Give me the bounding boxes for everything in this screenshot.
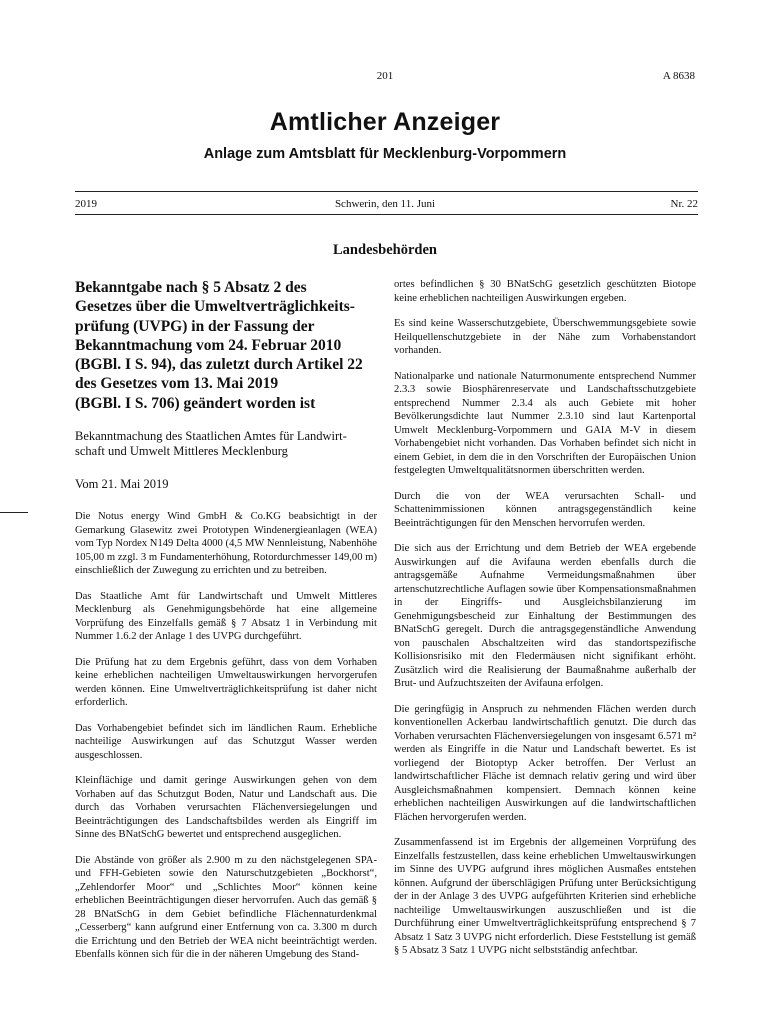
body-paragraph: Durch die von der WEA verursachten Schall- und Schattenimmissionen können antragsgegenständlich keine Beeinträchtigungen für den Menschen hervorrufen werden.: [394, 490, 696, 529]
article-heading: [75, 278, 377, 413]
publication-subtitle: Anlage zum Amtsblatt für Mecklenburg-Vorpommern: [203, 146, 567, 162]
body-paragraph: Die geringfügig in Anspruch zu nehmenden Flächen werden durch konventionellen Ackerbau landwirtschaftlich genutzt. Die durch das Vorhaben verursachten Flächenversiegelungen von insgesamt 6.571 m² werden als Eingriffe in die Natur und Landschaft bewertet. Es ist vorliegend der Biotoptyp Acker betroffen. Der Verlust an landwirtschaftlicher Fläche ist demnach relativ gering und wird über Ausgleichsmaßnahmen kompensiert. Demnach können keine erheblichen nachteiligen Auswirkungen auf die landwirtschaftlichen Flächen hervorgerufen werden.: [394, 703, 696, 823]
page-number: 201: [376, 70, 394, 82]
heading-line: prüfung (UVPG) in der Fassung der: [75, 317, 315, 335]
heading-line: Bekanntmachung vom 24. Februar 2010: [75, 336, 342, 354]
header-rule-top: [75, 191, 698, 192]
heading-line: Bekanntgabe nach § 5 Absatz 2 des: [75, 279, 307, 296]
body-paragraph: Kleinflächige und damit geringe Auswirkungen gehen von dem Vorhaben auf das Schutzgut Boden, Natur und Landschaft aus. Die durch das Vorhaben verursachten Flächenversiegelungen und Beeinträchtigungen des Landschaftsbildes werden als Eingriff im Sinne des BNatSchG bewertet und entsprechend ausgeglichen.: [75, 775, 377, 841]
body-paragraph: Nationalparke und nationale Naturmonumente entsprechend Nummer 2.3.3 sowie Biosphärenreservate und Landschaftsschutzgebiete entsprechend Nummer 2.3.4 als auch Gebiete mit hoher Bevölkerungsdichte laut Nummer 2.3.10 sind laut Kartenportal Umwelt Mecklenburg-Vorpommern und GAIA M-V in diesem Vorhabengebiet nicht vorhanden. Das Vorhaben befindet sich nicht in einem Gebiet, in dem die in den Vorschriften der Europäischen Union festgelegten Umweltqualitätsnormen überschritten werden.: [394, 370, 696, 476]
heading-line: (BGBl. I S. 706) geändert worden ist: [75, 394, 316, 412]
body-paragraph: ortes befindlichen § 30 BNatSchG gesetzlich geschützten Biotope keine erheblichen nachteiligen Auswirkungen ergeben.: [394, 279, 696, 304]
header-rule-bottom: [75, 214, 698, 215]
right-column: [394, 278, 696, 970]
body-paragraph: Die Prüfung hat zu dem Ergebnis geführt, dass von dem Vorhaben keine erheblichen nachteiligen Umweltauswirkungen hervorgerufen werden können. Eine Umweltverträglichkeitsprüfung ist daher nicht erforderlich.: [75, 656, 377, 709]
heading-line: (BGBl. I S. 94), das zuletzt durch Artikel 22: [75, 356, 363, 374]
issue-year: 2019: [75, 198, 97, 210]
margin-mark: [0, 512, 28, 513]
body-paragraph: Das Vorhabengebiet befindet sich im ländlichen Raum. Erhebliche nachteilige Auswirkungen auf das Schutzgut Wasser werden ausgeschlossen.: [75, 722, 377, 761]
body-paragraph: Die Abstände von größer als 2.900 m zu den nächstgelegenen SPA- und FFH-Gebieten sowie den Naturschutzgebieten „Bockhorst“, „Zehlendorfer Moor“ und „Schlichtes Moor“ können keine erheblichen Beeinträchtigungen dieser hervorrufen. Auch das gemäß § 28 BNatSchG in dem Gebiet befindliche Flächennaturdenkmal „Cesserberg“ kann aufgrund einer Entfernung von ca. 3.300 m durch die Errichtung und den Betrieb der WEA nicht beeinträchtigt werden. Ebenfalls können sich für die in der näheren Umgebung des Stand-: [75, 854, 377, 961]
issuer-line: schaft und Umwelt Mittleres Mecklenburg: [75, 444, 288, 459]
body-paragraph: Es sind keine Wasserschutzgebiete, Überschwemmungsgebiete sowie Heilquellenschutzgebiete in der Nähe zum Vorhabenstandort vorhanden.: [394, 318, 696, 356]
body-paragraph: Zusammenfassend ist im Ergebnis der allgemeinen Vorprüfung des Einzelfalls festzustellen, dass keine erheblichen Umweltauswirkungen im Sinne des UVPG aufgrund ihres möglichen Ausmaßes entstehen können. Aufgrund der überschlägigen Prüfung unter Berücksichtigung der in der Anlage 3 des UVPG aufgeführten Kriterien sind erhebliche nachteilige Umweltauswirkungen auszuschließen und ist die Durchführung einer Umweltverträglichkeitsprüfung entsprechend § 7 Absatz 1 Satz 3 UVPG nicht erforderlich. Diese Feststellung ist gemäß § 5 Absatz 3 Satz 1 UVPG nicht selbstständig anfechtbar.: [394, 837, 696, 956]
body-paragraph: Das Staatliche Amt für Landwirtschaft und Umwelt Mittleres Mecklenburg als Genehmigungsbehörde hat eine allgemeine Vorprüfung des Einzelfalls gemäß § 7 Absatz 1 in Verbindung mit Nummer 1.6.2 der Anlage 1 des UVPG durchgeführt.: [75, 590, 377, 643]
issue-place-date: Schwerin, den 11. Juni: [334, 198, 436, 210]
heading-line: des Gesetzes vom 13. Mai 2019: [75, 375, 279, 393]
announcement-date: Vom 21. Mai 2019: [75, 477, 169, 492]
issue-number: Nr. 22: [670, 198, 698, 210]
body-paragraph: Die sich aus der Errichtung und dem Betrieb der WEA ergebende Auswirkungen auf die Avifauna werden ebenfalls durch die antragsgemäße Aufnahme Vermeidungsmaßnahmen über artenschutzrechtliche Auflagen sowie über Kompensationsmaßnahmen in der Eingriffs- und Ausgleichsbilanzierung im Genehmigungsbescheid zur Einhaltung der Bestimmungen des BNatSchG geregelt. Durch die antragsgegenständliche Anwendung von pauschalen Abschaltzeiten wird das standortspezifische Kollisionsrisiko mit den Fledermäusen nicht signifikant erhöht. Zusätzlich wird die Realisierung der Baumaßnahme außerhalb der Brut- und Aufzuchtszeiten der Avifauna erfolgen.: [394, 543, 696, 689]
section-title: Landesbehörden: [333, 242, 437, 258]
heading-line: Gesetzes über die Umweltverträglichkeits-: [75, 298, 355, 316]
body-paragraph: Die Notus energy Wind GmbH & Co.KG beabsichtigt in der Gemarkung Glasewitz zwei Prototypen Windenergieanlagen (WEA) vom Typ Nordex N149 Delta 4000 (4,5 MW Nennleistung, Nabenhöhe 105,00 m zzgl. 3 m Fundamenterhöhung, Rotordurchmesser 149,00 m) einschließlich der Zuwegung zu errichten und zu betreiben.: [75, 511, 377, 577]
left-column: [75, 278, 377, 974]
publication-title: Amtlicher Anzeiger: [269, 108, 501, 136]
document-code: A 8638: [662, 70, 695, 82]
issuer-line: Bekanntmachung des Staatlichen Amtes für Landwirt-: [75, 429, 347, 444]
issuing-authority: [75, 429, 377, 459]
